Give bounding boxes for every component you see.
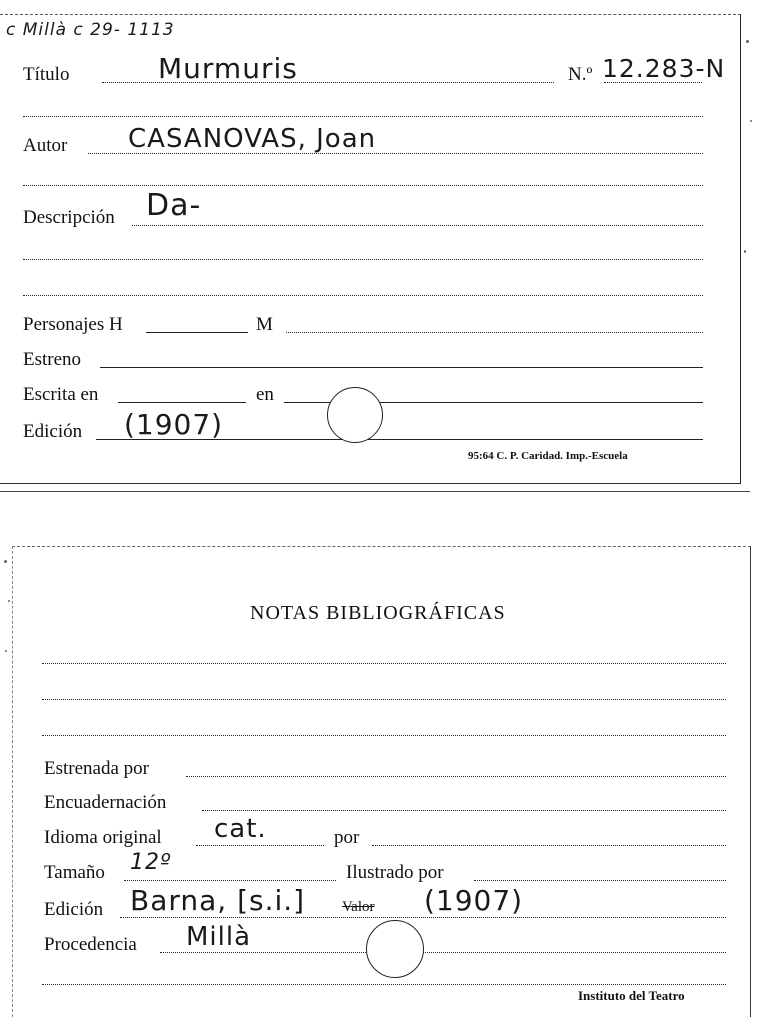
descripcion-value: Da- xyxy=(146,188,202,223)
punch-hole-bottom xyxy=(366,920,424,978)
encuadernacion-line xyxy=(202,810,726,811)
speck xyxy=(744,250,746,253)
procedencia-value: Millà xyxy=(186,922,252,952)
corner-note: c Millà c 29- 1113 xyxy=(6,20,175,40)
estrenada-label: Estrenada por xyxy=(44,758,149,779)
autor-label: Autor xyxy=(23,135,68,156)
notas-line-2 xyxy=(42,699,726,700)
cards-divider xyxy=(0,491,750,492)
printer-note: 95:64 C. P. Caridad. Imp.-Escuela xyxy=(468,450,628,462)
notas-title: NOTAS BIBLIOGRÁFICAS xyxy=(250,602,506,624)
descripcion-line xyxy=(132,225,703,226)
speck xyxy=(746,40,749,43)
edicion2-line xyxy=(120,917,726,918)
titulo-line-2 xyxy=(23,116,703,117)
escrita-line xyxy=(118,402,246,403)
punch-hole-top xyxy=(327,387,383,443)
footer-institute: Instituto del Teatro xyxy=(578,988,685,1003)
numero-value: 12.283-N xyxy=(602,54,726,83)
edicion2-label: Edición xyxy=(44,899,104,920)
procedencia-line xyxy=(160,952,726,953)
descripcion-label: Descripción xyxy=(23,207,115,228)
idioma-value: cat. xyxy=(214,814,267,844)
personajes-m-line xyxy=(286,332,703,333)
ilustrado-label: Ilustrado por xyxy=(346,862,444,883)
idioma-por-line xyxy=(372,845,726,846)
escrita-label: Escrita en xyxy=(23,384,99,405)
autor-line-2 xyxy=(23,185,703,186)
tamano-label: Tamaño xyxy=(44,862,105,883)
procedencia-label: Procedencia xyxy=(44,934,137,955)
notas-line-1 xyxy=(42,663,726,664)
speck xyxy=(5,650,7,652)
personajes-label: Personajes H xyxy=(23,314,123,335)
estreno-label: Estreno xyxy=(23,349,82,370)
autor-value: CASANOVAS, Joan xyxy=(128,124,377,154)
edicion-label: Edición xyxy=(23,421,83,442)
notas-line-3 xyxy=(42,735,726,736)
personajes-h-line xyxy=(146,332,248,333)
encuadernacion-label: Encuadernación xyxy=(44,792,167,813)
numero-label: N.º xyxy=(568,64,593,85)
titulo-label: Título xyxy=(23,64,70,85)
tamano-value: 12º xyxy=(130,850,172,875)
estrenada-line xyxy=(186,776,726,777)
valor-value: (1907) xyxy=(424,884,524,917)
speck xyxy=(4,560,7,563)
valor-label: Valor xyxy=(342,899,375,915)
ilustrado-line xyxy=(474,880,726,881)
speck xyxy=(750,120,752,122)
titulo-value: Murmuris xyxy=(158,52,298,85)
idioma-label: Idioma original xyxy=(44,827,162,848)
idioma-por-label: por xyxy=(334,827,360,848)
estreno-line xyxy=(100,367,703,368)
escrita-en-label: en xyxy=(256,384,274,405)
edicion-value: (1907) xyxy=(124,408,224,441)
speck xyxy=(8,600,10,602)
bottom-final-line xyxy=(42,984,726,985)
descripcion-line-2 xyxy=(23,259,703,260)
descripcion-line-3 xyxy=(23,295,703,296)
idioma-line xyxy=(196,845,324,846)
edicion2-value: Barna, [s.i.] xyxy=(130,884,306,917)
personajes-m-label: M xyxy=(256,314,273,335)
tamano-line xyxy=(124,880,336,881)
